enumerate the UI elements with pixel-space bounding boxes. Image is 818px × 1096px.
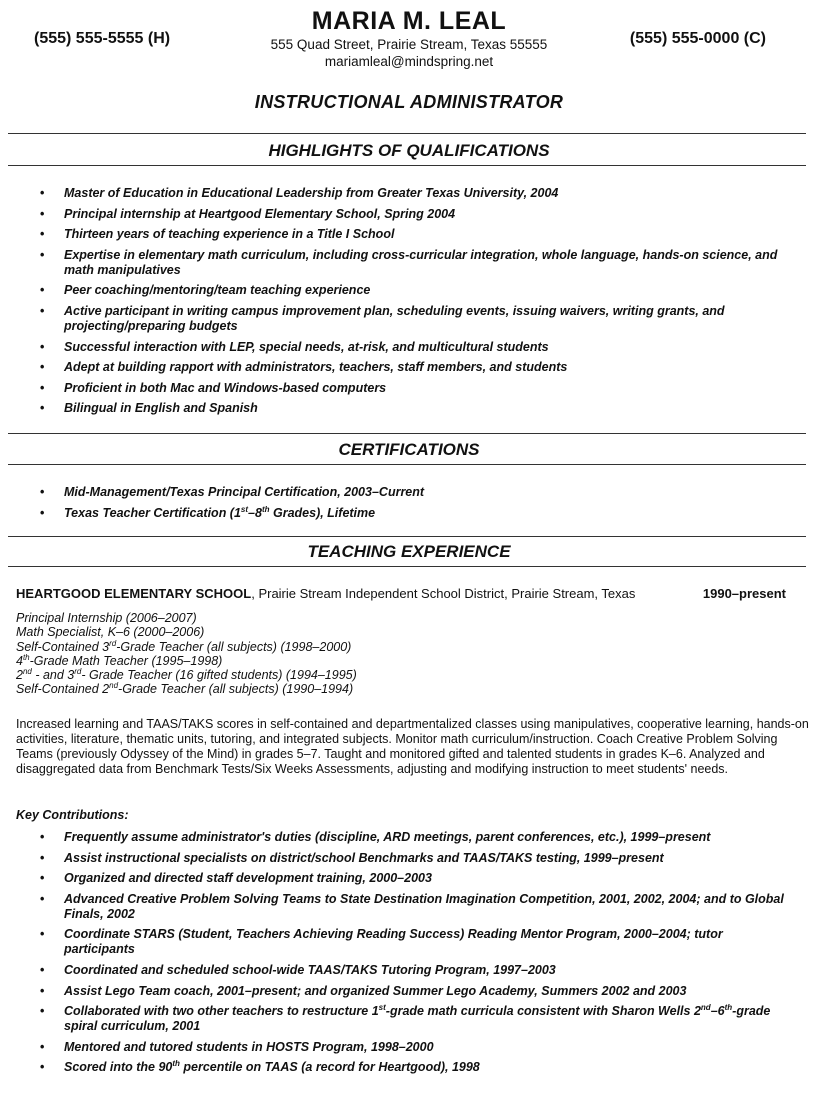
list-item: • Mid-Management/Texas Principal Certification, 2003–Current (40, 485, 425, 499)
bullet-icon: • (40, 186, 45, 200)
bullet-icon: • (40, 303, 45, 318)
certifications-heading: CERTIFICATIONS (338, 440, 480, 459)
list-item: • Organized and directed staff development training, 2000–2003 (40, 871, 432, 886)
list-item: • Coordinate STARS (Student, Teachers Achieving Reading Success) Reading Mentor Program, 2000–2004; tutor participants (40, 927, 723, 957)
bullet-icon: • (40, 505, 45, 520)
cell-phone: (555) 555-0000 (C) (629, 30, 766, 47)
list-item: • Coordinated and scheduled school-wide TAAS/TAKS Tutoring Program, 1997–2003 (40, 962, 556, 977)
key-contributions-label: Key Contributions: (16, 808, 129, 822)
highlights-list (36, 186, 796, 422)
bullet-icon: • (40, 380, 45, 395)
divider (8, 566, 806, 567)
bullet-icon: • (40, 485, 45, 499)
roles-list (16, 611, 357, 697)
bullet-icon: • (40, 283, 45, 298)
experience-summary: Increased learning and TAAS/TAKS scores in self-contained and departmentalized classes using manipulatives, cooperative learning, hands-on activities, literature, thematic units, tutoring, and integrated subjects. Monitor math curriculum/instruction. Coach Creative Problem Solving Teams (previously Odyssey of the Mind) in grades 5–7. Taught and monitored gifted and talented students in grades K–6. Analyzed and disaggregated data from Benchmark Tests/Six Weeks Assessments, adjusting and modifying instruction to meet students' needs. (16, 717, 809, 776)
role-item: 4th-Grade Math Teacher (1995–1998) (16, 652, 223, 668)
bullet-icon: • (40, 891, 45, 906)
list-item: • Successful interaction with LEP, special needs, at-risk, and multicultural students (40, 339, 549, 354)
list-item: • Texas Teacher Certification (1st–8th Grades), Lifetime (40, 504, 376, 520)
list-item: • Collaborated with two other teachers to restructure 1st-grade math curricula consistent with Sharon Wells 2nd–6th-grade spiral curriculum, 2001 (40, 1003, 771, 1034)
list-item: • Scored into the 90th percentile on TAAS (a record for Heartgood), 1998 (40, 1059, 480, 1075)
header (0, 6, 818, 70)
list-item: • Advanced Creative Problem Solving Teams to State Destination Imagination Competition, 2001, 2002, 2004; and to Global Finals, 2002 (40, 891, 784, 921)
bullet-icon: • (40, 927, 45, 942)
bullet-icon: • (40, 227, 45, 242)
list-item: • Frequently assume administrator's duties (discipline, ARD meetings, parent conferences, etc.), 1999–present (40, 830, 711, 844)
home-phone: (555) 555-5555 (H) (34, 30, 171, 47)
email: mariamleal@mindspring.net (324, 54, 494, 69)
employer-line (16, 586, 786, 601)
list-item: • Principal internship at Heartgood Elementary School, Spring 2004 (40, 206, 456, 221)
list-item: • Assist Lego Team coach, 2001–present; and organized Summer Lego Academy, Summers 2002 and 2003 (40, 983, 687, 998)
list-item: • Adept at building rapport with administrators, teachers, staff members, and students (40, 360, 568, 375)
candidate-name: MARIA M. LEAL (311, 7, 507, 35)
experience-heading: TEACHING EXPERIENCE (307, 542, 511, 561)
job-title: INSTRUCTIONAL ADMINISTRATOR (254, 92, 564, 112)
bullet-icon: • (40, 1004, 45, 1019)
school-name: HEARTGOOD ELEMENTARY SCHOOL (16, 586, 252, 601)
certifications-list (36, 485, 796, 526)
bullet-icon: • (40, 983, 45, 998)
divider (8, 433, 806, 434)
district: , Prairie Stream Independent School District, Prairie Stream, Texas (251, 586, 636, 601)
divider (8, 464, 806, 465)
list-item: • Master of Education in Educational Leadership from Greater Texas University, 2004 (40, 186, 559, 200)
bullet-icon: • (40, 339, 45, 354)
bullet-icon: • (40, 830, 45, 844)
bullet-icon: • (40, 1060, 45, 1075)
role-item: Self-Contained 3rd-Grade Teacher (all subjects) (1998–2000) (16, 638, 352, 654)
bullet-icon: • (40, 962, 45, 977)
list-item: • Thirteen years of teaching experience in a Title I School (40, 227, 395, 242)
bullet-icon: • (40, 871, 45, 886)
role-item: 2nd - and 3rd- Grade Teacher (16 gifted students) (1994–1995) (16, 667, 357, 683)
list-item: • Assist instructional specialists on district/school Benchmarks and TAAS/TAKS testing, 1999–present (40, 850, 664, 865)
address: 555 Quad Street, Prairie Stream, Texas 55555 (270, 37, 548, 52)
list-item: • Peer coaching/mentoring/team teaching experience (40, 283, 371, 298)
contributions-list (36, 830, 796, 1081)
bullet-icon: • (40, 360, 45, 375)
list-item: • Mentored and tutored students in HOSTS Program, 1998–2000 (40, 1039, 434, 1054)
divider (8, 536, 806, 537)
list-item: • Expertise in elementary math curriculum, including cross-curricular integration, whole language, hands-on science, and math manipulatives (40, 247, 778, 277)
list-item: • Active participant in writing campus improvement plan, scheduling events, issuing waivers, writing grants, and projecting/preparing budgets (40, 303, 725, 333)
divider (8, 165, 806, 166)
divider (8, 133, 806, 134)
role-item: Principal Internship (2006–2007) (16, 611, 197, 625)
bullet-icon: • (40, 401, 45, 416)
bullet-icon: • (40, 247, 45, 262)
role-item: Self-Contained 2nd-Grade Teacher (all subjects) (1990–1994) (16, 681, 354, 697)
highlights-heading: HIGHLIGHTS OF QUALIFICATIONS (268, 141, 550, 160)
bullet-icon: • (40, 850, 45, 865)
bullet-icon: • (40, 1039, 45, 1054)
list-item: • Proficient in both Mac and Windows-based computers (40, 380, 387, 395)
role-item: Math Specialist, K–6 (2000–2006) (16, 625, 205, 640)
employment-dates: 1990–present (702, 586, 786, 601)
bullet-icon: • (40, 206, 45, 221)
list-item: • Bilingual in English and Spanish (40, 401, 258, 416)
